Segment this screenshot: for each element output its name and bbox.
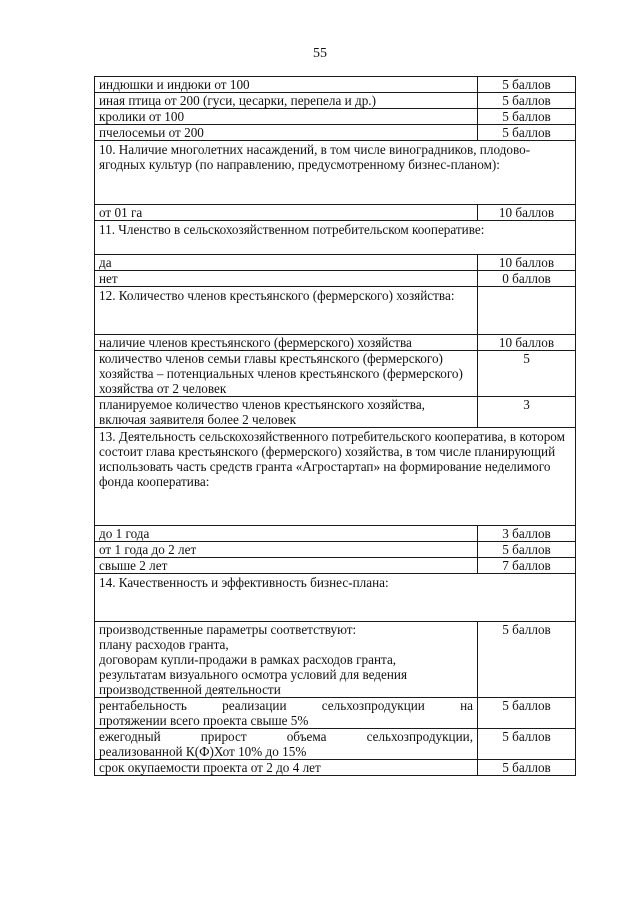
criterion-score: 10 баллов: [478, 255, 576, 271]
section-row: [95, 287, 576, 335]
criterion-label: от 01 га: [95, 205, 478, 221]
criterion-label: иная птица от 200 (гуси, цесарки, перепела и др.): [95, 93, 478, 109]
table-row: [95, 729, 576, 760]
criterion-score: 5 баллов: [478, 622, 576, 698]
table-row: [95, 698, 576, 729]
table-row: [95, 125, 576, 141]
criterion-label: планируемое количество членов крестьянского хозяйства, включая заявителя более 2 человек: [95, 397, 478, 428]
empty-cell: [478, 287, 576, 335]
table-row: [95, 255, 576, 271]
criterion-score: 10 баллов: [478, 205, 576, 221]
criterion-score: 0 баллов: [478, 271, 576, 287]
table-row: [95, 351, 576, 397]
table-row: [95, 558, 576, 574]
section-title-13: 13. Деятельность сельскохозяйственного потребительского кооператива, в котором состоит глава крестьянского (фермерского) хозяйства, в том числе планирующий использовать часть средств гранта «Агростартап» на формирование неделимого фонда кооператива:: [95, 428, 576, 526]
criterion-score: 5 баллов: [478, 93, 576, 109]
criterion-line: реализованной К(Ф)Хот 10% до 15%: [99, 744, 307, 759]
criterion-line: производственные параметры соответствуют:: [99, 622, 357, 637]
table-row: [95, 109, 576, 125]
section-title-11: 11. Членство в сельскохозяйственном потребительском кооперативе:: [95, 221, 576, 255]
criterion-label: пчелосемьи от 200: [95, 125, 478, 141]
section-row: [95, 428, 576, 526]
table-row: [95, 271, 576, 287]
section-row: [95, 221, 576, 255]
criterion-label: количество членов семьи главы крестьянского (фермерского) хозяйства – потенциальных членов крестьянского (фермерского) хозяйства от 2 человек: [95, 351, 478, 397]
section-row: [95, 574, 576, 622]
criterion-label: да: [95, 255, 478, 271]
criterion-label: от 1 года до 2 лет: [95, 542, 478, 558]
table-row: [95, 542, 576, 558]
criterion-score: 5 баллов: [478, 77, 576, 93]
criterion-line: протяжении всего проекта свыше 5%: [99, 713, 309, 728]
criterion-score: 5: [478, 351, 576, 397]
table-row: [95, 526, 576, 542]
criterion-score: 5 баллов: [478, 760, 576, 776]
table-row: [95, 622, 576, 698]
table-row: [95, 205, 576, 221]
criterion-line: производственной деятельности: [99, 682, 281, 697]
table-row: [95, 93, 576, 109]
criterion-label: нет: [95, 271, 478, 287]
criterion-score: 3 баллов: [478, 526, 576, 542]
table-row: [95, 397, 576, 428]
criterion-score: 7 баллов: [478, 558, 576, 574]
criterion-label: кролики от 100: [95, 109, 478, 125]
criterion-score: 5 баллов: [478, 542, 576, 558]
criterion-score: 5 баллов: [478, 729, 576, 760]
criterion-score: 10 баллов: [478, 335, 576, 351]
criterion-line: результатам визуального осмотра условий для ведения: [99, 667, 408, 682]
table-row: [95, 760, 576, 776]
criterion-label: свыше 2 лет: [95, 558, 478, 574]
criterion-score: 3: [478, 397, 576, 428]
criterion-label: индюшки и индюки от 100: [95, 77, 478, 93]
criterion-score: 5 баллов: [478, 698, 576, 729]
section-title-10: 10. Наличие многолетних насаждений, в том числе виноградников, плодово-ягодных культур (по направлению, предусмотренному бизнес-планом):: [95, 141, 576, 205]
criterion-label: наличие членов крестьянского (фермерского) хозяйства: [95, 335, 478, 351]
criterion-score: 5 баллов: [478, 125, 576, 141]
criterion-label: [95, 698, 478, 729]
table-row: [95, 77, 576, 93]
criterion-line: рентабельность реализации сельхозпродукции на: [99, 698, 473, 713]
section-row: [95, 141, 576, 205]
section-title-12: 12. Количество членов крестьянского (фермерского) хозяйства:: [95, 287, 478, 335]
criterion-line: договорам купли-продажи в рамках расходов гранта,: [99, 652, 397, 667]
criterion-label: [95, 729, 478, 760]
section-title-14: 14. Качественность и эффективность бизнес-плана:: [95, 574, 576, 622]
criterion-line: плану расходов гранта,: [99, 637, 229, 652]
page-number: 55: [313, 46, 327, 61]
criterion-score: 5 баллов: [478, 109, 576, 125]
criterion-label: до 1 года: [95, 526, 478, 542]
table-row: [95, 335, 576, 351]
criteria-table: [94, 76, 576, 776]
criterion-line: ежегодный прирост объема сельхозпродукции,: [99, 729, 473, 744]
criterion-label: срок окупаемости проекта от 2 до 4 лет: [95, 760, 478, 776]
criterion-label: [95, 622, 478, 698]
